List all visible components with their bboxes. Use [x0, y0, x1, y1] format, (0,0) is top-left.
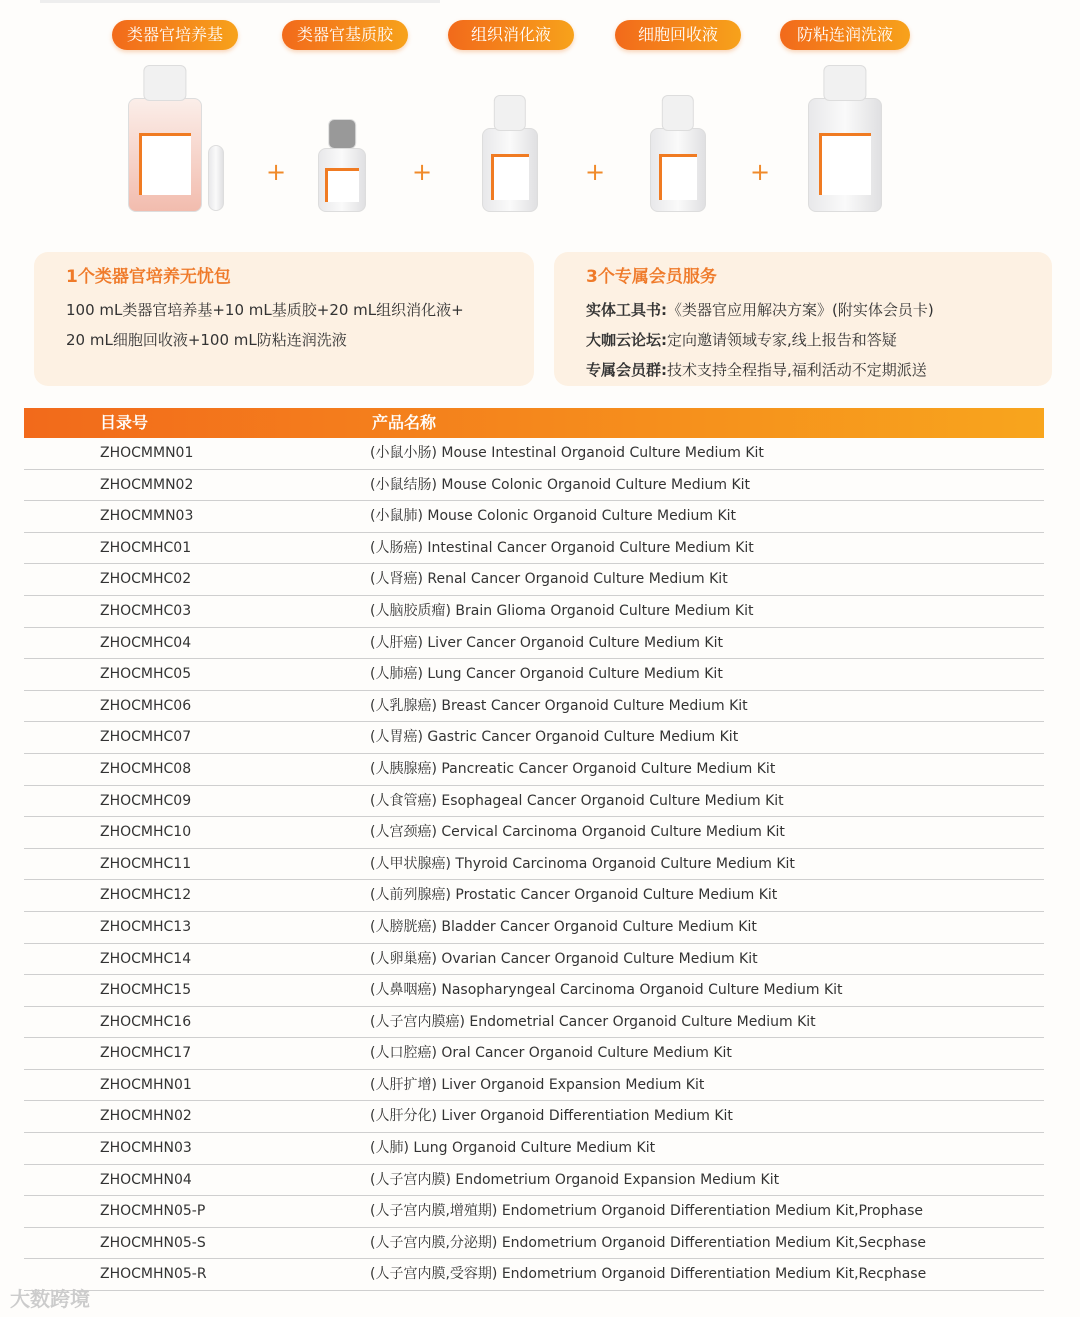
catalog-no: ZHOCMHN05-P	[100, 1203, 206, 1220]
product-name: (人脑胶质瘤) Brain Glioma Organoid Culture Medium Kit	[370, 602, 754, 619]
label-cell-recovery: 细胞回收液	[615, 20, 741, 50]
catalog-no: ZHOCMHN02	[100, 1108, 192, 1125]
plus-icon: +	[412, 158, 433, 186]
watermark: 大数跨境	[10, 1287, 90, 1311]
catalog-no: ZHOCMHC13	[100, 918, 192, 935]
product-name: (小鼠小肠) Mouse Intestinal Organoid Culture Medium Kit	[370, 445, 764, 461]
table-row	[24, 501, 1044, 533]
catalog-no: ZHOCMHC10	[100, 824, 192, 841]
package-line: 100 mL类器官培养基+10 mL基质胶+20 mL组织消化液+	[66, 301, 464, 319]
catalog-no: ZHOCMHN05-R	[100, 1266, 207, 1283]
services-title: 3个专属会员服务	[586, 267, 717, 287]
catalog-no: ZHOCMHC08	[100, 760, 192, 777]
catalog-no: ZHOCMHC01	[100, 539, 192, 556]
catalog-no: ZHOCMHC02	[100, 571, 192, 588]
catalog-no: ZHOCMHN04	[100, 1171, 192, 1188]
product-name: (人肺癌) Lung Cancer Organoid Culture Medium Kit	[370, 666, 723, 683]
catalog-no: ZHOCMHC11	[100, 855, 192, 872]
catalog-no: ZHOCMHC06	[100, 697, 192, 714]
catalog-no: ZHOCMHN03	[100, 1140, 192, 1157]
table-header	[24, 408, 1044, 438]
product-name: (人甲状腺癌) Thyroid Carcinoma Organoid Culture Medium Kit	[370, 855, 795, 872]
catalog-no: ZHOCMHC05	[100, 666, 192, 683]
table-row	[24, 722, 1044, 754]
product-name: (人子宫内膜癌) Endometrial Cancer Organoid Culture Medium Kit	[370, 1013, 816, 1030]
label-matrix-gel: 类器官基质胶	[282, 20, 408, 50]
table-row	[24, 1038, 1044, 1070]
table-row	[24, 849, 1044, 881]
table-row	[24, 754, 1044, 786]
product-name: (人肝分化) Liver Organoid Differentiation Medium Kit	[370, 1108, 733, 1125]
services-card	[554, 252, 1052, 386]
plus-icon: +	[266, 158, 287, 186]
table-row	[24, 1196, 1044, 1228]
tube-image	[208, 145, 224, 211]
table-row	[24, 1007, 1044, 1039]
product-name: (人肾癌) Renal Cancer Organoid Culture Medium Kit	[370, 571, 728, 588]
divider	[40, 0, 440, 3]
label-organoid-medium: 类器官培养基	[112, 20, 238, 50]
catalog-no: ZHOCMHC15	[100, 982, 192, 999]
table-row	[24, 691, 1044, 723]
table-row	[24, 628, 1044, 660]
product-name: (人子宫内膜,分泌期) Endometrium Organoid Differentiation Medium Kit,Secphase	[370, 1234, 926, 1251]
product-name: (小鼠肺) Mouse Colonic Organoid Culture Medium Kit	[370, 508, 737, 525]
table-row	[24, 1070, 1044, 1102]
product-name: (人鼻咽癌) Nasopharyngeal Carcinoma Organoid Culture Medium Kit	[370, 982, 843, 999]
label-anti-adhesion: 防粘连润洗液	[780, 20, 910, 50]
product-name: (人前列腺癌) Prostatic Cancer Organoid Culture Medium Kit	[370, 887, 778, 904]
bottle-image	[128, 98, 202, 212]
product-name: (人子宫内膜) Endometrium Organoid Expansion Medium Kit	[370, 1171, 780, 1188]
catalog-no: ZHOCMHC16	[100, 1013, 192, 1030]
table-row	[24, 533, 1044, 565]
catalog-no: ZHOCMHC12	[100, 887, 192, 904]
product-name: (小鼠结肠) Mouse Colonic Organoid Culture Medium Kit	[370, 476, 751, 493]
table-row	[24, 1259, 1044, 1291]
bottle-image	[650, 128, 706, 212]
table-row	[24, 1133, 1044, 1165]
table-row	[24, 912, 1044, 944]
table-row	[24, 1165, 1044, 1197]
product-name: (人胃癌) Gastric Cancer Organoid Culture Medium Kit	[370, 729, 739, 746]
product-name: (人肠癌) Intestinal Cancer Organoid Culture Medium Kit	[370, 539, 754, 556]
product-name: (人肝癌) Liver Cancer Organoid Culture Medium Kit	[370, 634, 723, 651]
product-name: (人子宫内膜,受容期) Endometrium Organoid Differentiation Medium Kit,Recphase	[370, 1266, 927, 1283]
catalog-no: ZHOCMHC17	[100, 1045, 192, 1062]
table-row	[24, 659, 1044, 691]
table-row	[24, 470, 1044, 502]
catalog-no: ZHOCMHC14	[100, 950, 192, 967]
product-name: (人乳腺癌) Breast Cancer Organoid Culture Medium Kit	[370, 697, 748, 714]
table-row	[24, 1101, 1044, 1133]
package-card	[34, 252, 534, 386]
catalog-no: ZHOCMHC03	[100, 602, 192, 619]
catalog-no: ZHOCMHC04	[100, 634, 192, 651]
service-item: 实体工具书:《类器官应用解决方案》(附实体会员卡)	[586, 301, 934, 319]
product-name: (人肝扩增) Liver Organoid Expansion Medium Kit	[370, 1076, 705, 1093]
catalog-no: ZHOCMMN02	[100, 476, 194, 493]
table-row	[24, 817, 1044, 849]
package-title: 1个类器官培养无忧包	[66, 267, 231, 287]
table-row	[24, 438, 1044, 470]
header-catalog-no: 目录号	[100, 413, 149, 432]
product-name: (人口腔癌) Oral Cancer Organoid Culture Medium Kit	[370, 1045, 732, 1062]
table-row	[24, 975, 1044, 1007]
product-table	[24, 438, 1044, 1291]
bottle-image	[808, 98, 882, 212]
product-name: (人卵巢癌) Ovarian Cancer Organoid Culture Medium Kit	[370, 950, 758, 967]
product-name: (人肺) Lung Organoid Culture Medium Kit	[370, 1140, 656, 1157]
header-product-name: 产品名称	[372, 413, 437, 432]
service-item: 专属会员群:技术支持全程指导,福利活动不定期派送	[586, 361, 927, 379]
catalog-no: ZHOCMHC09	[100, 792, 192, 809]
product-name: (人膀胱癌) Bladder Cancer Organoid Culture Medium Kit	[370, 918, 757, 935]
bottle-image	[482, 128, 538, 212]
table-row	[24, 880, 1044, 912]
package-line: 20 mL细胞回收液+100 mL防粘连润洗液	[66, 331, 347, 349]
label-tissue-digestion: 组织消化液	[448, 20, 574, 50]
table-row	[24, 564, 1044, 596]
plus-icon: +	[750, 158, 771, 186]
catalog-no: ZHOCMMN03	[100, 508, 194, 525]
catalog-no: ZHOCMMN01	[100, 445, 194, 461]
table-row	[24, 1228, 1044, 1260]
product-name: (人食管癌) Esophageal Cancer Organoid Culture Medium Kit	[370, 792, 784, 809]
product-name: (人宫颈癌) Cervical Carcinoma Organoid Culture Medium Kit	[370, 824, 785, 841]
vial-image	[318, 148, 366, 212]
catalog-no: ZHOCMHN01	[100, 1076, 192, 1093]
plus-icon: +	[585, 158, 606, 186]
table-row	[24, 944, 1044, 976]
product-name: (人胰腺癌) Pancreatic Cancer Organoid Culture Medium Kit	[370, 760, 776, 777]
table-row	[24, 786, 1044, 818]
service-item: 大咖云论坛:定向邀请领域专家,线上报告和答疑	[586, 331, 897, 349]
catalog-no: ZHOCMHN05-S	[100, 1234, 206, 1251]
catalog-no: ZHOCMHC07	[100, 729, 192, 746]
product-name: (人子宫内膜,增殖期) Endometrium Organoid Differentiation Medium Kit,Prophase	[370, 1203, 923, 1220]
table-row	[24, 596, 1044, 628]
